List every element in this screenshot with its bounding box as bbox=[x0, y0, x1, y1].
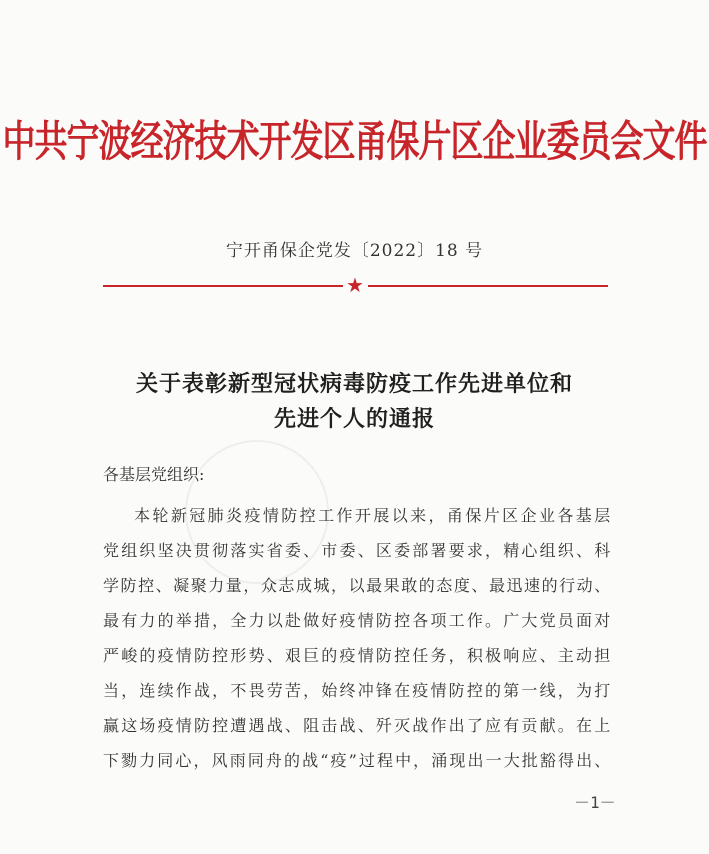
body-line: 本轮新冠肺炎疫情防控工作开展以来，甬保片区企业各基层 bbox=[134, 506, 611, 525]
salutation: 各基层党组织: bbox=[103, 465, 205, 484]
org-title: 中共宁波经济技术开发区甬保片区企业委员会文件 bbox=[2, 115, 707, 167]
body-line: 最有力的举措，全力以赴做好疫情防控各项工作。广大党员面对 bbox=[103, 611, 611, 630]
body-line: 当，连续作战，不畏劳苦，始终冲锋在疫情防控的第一线，为打 bbox=[103, 681, 611, 700]
body-line: 学防控、凝聚力量，众志成城，以最果敢的态度、最迅速的行动、 bbox=[103, 576, 611, 595]
page-number: －1－ bbox=[574, 793, 616, 812]
document-number: 宁开甬保企党发〔2022〕18 号 bbox=[225, 241, 484, 261]
headline-line-2: 先进个人的通报 bbox=[273, 406, 435, 432]
red-rule-right bbox=[368, 285, 608, 287]
body-line: 严峻的疫情防控形势、艰巨的疫情防控任务，积极响应、主动担 bbox=[103, 646, 611, 665]
red-rule-left bbox=[103, 285, 343, 287]
body-line: 下勠力同心，风雨同舟的战“疫”过程中，涌现出一大批豁得出、 bbox=[103, 751, 611, 770]
star-icon: ★ bbox=[346, 273, 364, 297]
body-line: 党组织坚决贯彻落实省委、市委、区委部署要求，精心组织、科 bbox=[103, 541, 611, 560]
body-line: 赢这场疫情防控遭遇战、阻击战、歼灭战作出了应有贡献。在上 bbox=[103, 716, 611, 735]
headline-line-1: 关于表彰新型冠状病毒防疫工作先进单位和 bbox=[135, 371, 573, 397]
